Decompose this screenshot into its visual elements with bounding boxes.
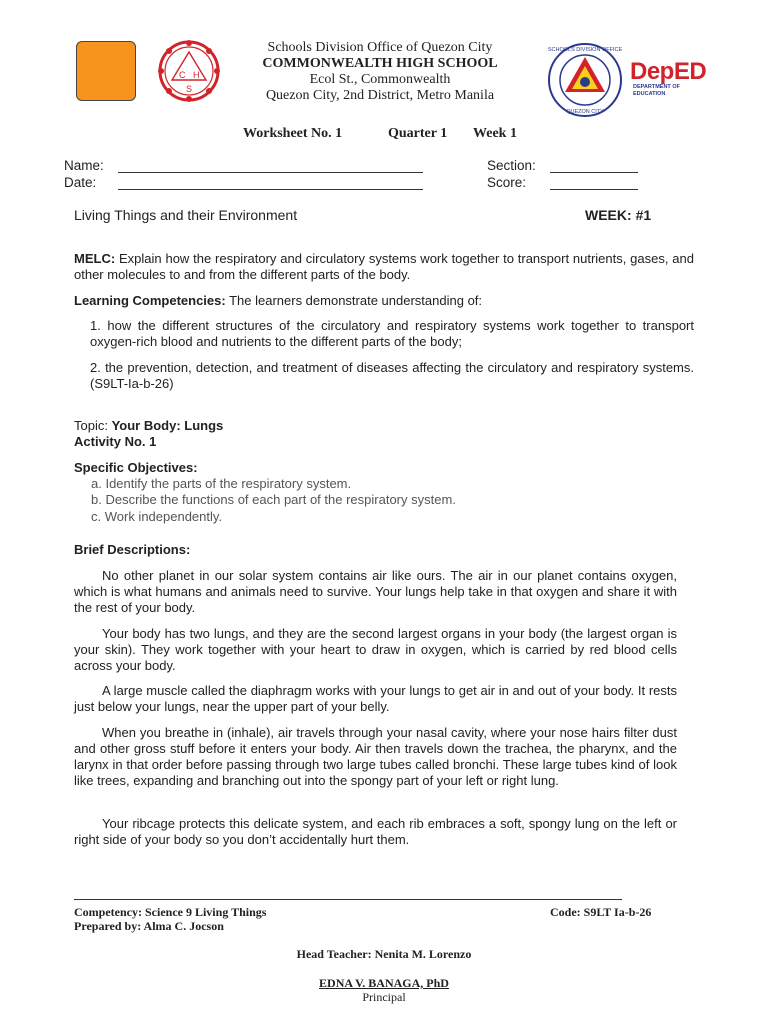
brief-paragraph-3: A large muscle called the diaphragm works with your lungs to get air in and out of your body. It rests just below your lungs, near the upper part of your belly. [74,683,677,714]
score-field[interactable] [550,177,638,190]
worksheet-number: Worksheet No. 1 [243,126,343,141]
svg-text:QUEZON CITY: QUEZON CITY [566,109,604,115]
footer-principal-name [0,976,768,990]
principal-name: EDNA V. BANAGA, PhD [319,976,449,990]
section-field[interactable] [550,160,638,173]
competencies-intro: The learners demonstrate understanding of: [229,293,483,308]
school-street: Ecol St., Commonwealth [309,72,451,87]
competency-item-2: 2. the prevention, detection, and treatment of diseases affecting the circulatory and respiratory systems. (S9LT-Ia-b-26) [90,360,694,391]
school-city: Quezon City, 2nd District, Metro Manila [265,88,495,103]
chs-logo-letter-s: S [186,84,193,94]
school-header [230,40,530,104]
topic-value: Your Body: Lungs [111,418,224,433]
footer-code: Code: S9LT Ia-b-26 [550,905,652,919]
worksheet-week: Week 1 [473,126,517,141]
name-field[interactable] [118,160,423,173]
chs-logo-letter-h: H [193,70,200,80]
chs-logo [158,40,220,102]
melc-label: MELC: [74,251,116,266]
brief-paragraph-4: When you breathe in (inhale), air travels through your nasal cavity, where your nose hairs filter dust and other gross stuff before it enters your body. Air then travels down the trachea, the pharynx, and the larynx in that order before passing through two large tubes called bronchi. These large tubes kind of look like trees, expanding and branching out into the spongy part of your left or right lung. [74,725,677,788]
sdo-seal-icon [547,42,623,118]
competency-item-1: 1. how the different structures of the circulatory and respiratory systems work together to transport oxygen-rich blood and nutrients to the different parts of the body; [90,318,694,349]
footer-principal-title: Principal [362,990,406,1004]
brief-paragraph-2: Your body has two lungs, and they are the second largest organs in your body (the largest organ is your skin). They work together with your heart to draw in oxygen, which is carried by red blood cells across your body. [74,626,677,673]
week-label: WEEK: [585,207,632,223]
footer-divider [74,899,622,900]
melc-text: Explain how the respiratory and circulatory systems work together to transport nutrients, gases, and other molecules to and from the different parts of the body. [74,251,694,282]
date-label: Date: [64,175,97,190]
chs-logo-icon [158,40,220,102]
objective-item-c: c. Work independently. [91,509,223,524]
division-office-line: Schools Division Office of Quezon City [267,40,493,55]
objective-item-a: a. Identify the parts of the respiratory system. [91,476,352,491]
objective-item-b: b. Describe the functions of each part of the respiratory system. [91,492,456,507]
competencies-heading [74,293,694,309]
topic-label: Topic: [74,418,108,433]
worksheet-quarter: Quarter 1 [388,126,448,141]
name-label: Name: [64,158,104,173]
footer-head-teacher: Head Teacher: Nenita M. Lorenzo [296,947,472,961]
footer-competency: Competency: Science 9 Living Things [74,905,267,919]
deped-logo-text: DepED [630,58,707,85]
competencies-label: Learning Competencies: [74,293,226,308]
activity-number: Activity No. 1 [74,434,157,449]
date-field[interactable] [118,177,423,190]
deped-logo-subtext: DEPARTMENT OF EDUCATION [633,84,680,97]
week-indicator [585,207,651,223]
brief-descriptions-label: Brief Descriptions: [74,542,191,557]
sdo-seal [547,42,623,118]
orange-placeholder-box [76,41,136,101]
footer-prepared-by: Prepared by: Alma C. Jocson [74,919,224,933]
school-name: COMMONWEALTH HIGH SCHOOL [262,56,498,71]
brief-paragraph-1: No other planet in our solar system contains air like ours. The air in our planet contains oxygen, which is what humans and animals need to survive. Your lungs help take in that oxygen and share it with the rest of your body. [74,568,677,615]
objectives-label: Specific Objectives: [74,460,198,475]
topic-line [74,418,223,434]
melc-paragraph [74,251,694,283]
brief-paragraph-5: Your ribcage protects this delicate system, and each rib embraces a soft, spongy lung on the left or right side of your body so you don’t accidentally hurt them. [74,816,677,847]
score-label: Score: [487,175,527,190]
svg-text:SCHOOLS DIVISION OFFICE: SCHOOLS DIVISION OFFICE [547,47,623,53]
section-label: Section: [487,158,536,173]
week-value: #1 [635,207,652,223]
deped-logo [630,60,710,100]
chs-logo-letter-c: C [179,70,186,80]
lesson-title: Living Things and their Environment [74,207,298,223]
